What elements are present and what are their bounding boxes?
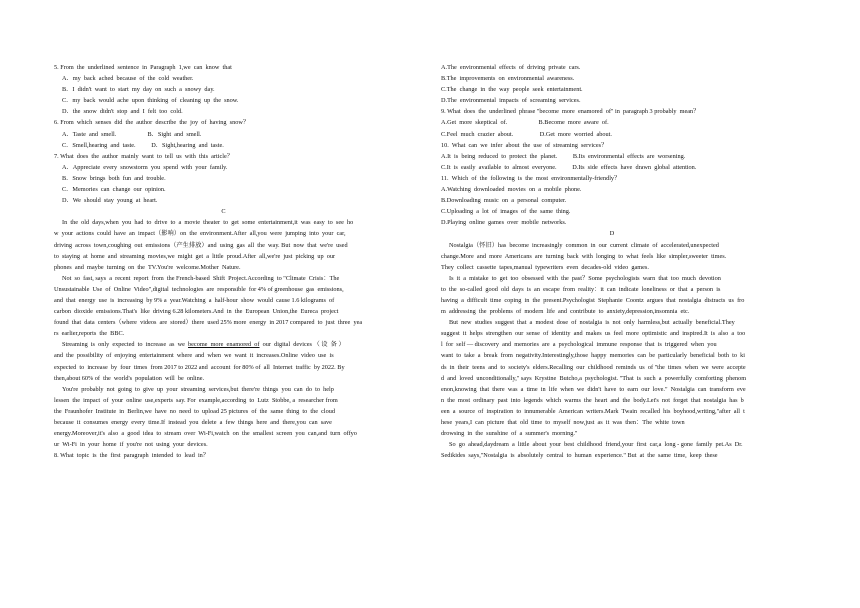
- option-line: C．my back would ache upon thinking of cleaning up the snow.: [62, 97, 239, 105]
- text-line: w your actions could have an impact（影响）on the environment.After all,you were jumping into your car,: [54, 230, 346, 238]
- question-line: 11. Which of the following is the most environmentally-friendly？: [441, 174, 621, 182]
- paragraph-start-line: You're probably not going to give up your streaming services,but there're things you can do to help: [62, 385, 334, 393]
- text-line: the Fraunhofer Institute in Berlin,we have no need to upload 25 pictures of the same thing to the cloud: [54, 407, 336, 415]
- text-line: change.More and more Americans are turning back with longing to what feels like simpler,sweeter times.: [441, 252, 727, 260]
- text-line: een a source of inspiration to innumerable American writers.Mark Twain recalled his boyhood,writing,"after all t: [441, 407, 745, 415]
- text-line: lessen the impact of your online use,experts say. For example,according to Lutz Stobbe, a researcher from: [54, 396, 338, 404]
- underlined-phrase: become more enamored of: [188, 341, 260, 349]
- option-line: D．We should stay young at heart.: [62, 197, 158, 205]
- paragraph-start-line: [54, 339, 393, 350]
- text-line: d and loved unconditionally," says Krystine Butcho,a psychologist. "That is such a powerfully comforting phenom: [441, 374, 747, 382]
- text-line: suggest it helps strengthen our sense of identity and makes us feel more optimistic and inspired.It is also a too: [441, 330, 746, 338]
- question-line: 7. What does the author mainly want to tell us with this article？: [54, 152, 234, 160]
- option-line: C．Memories can change our opinion.: [62, 186, 166, 194]
- option-line: B．I didn't want to start my day on such a snowy day.: [62, 86, 215, 94]
- text-line: expected to increase by four times from 2017 to 2022 and account for 80% of all Internet traffic by 2022. By: [54, 363, 345, 371]
- text-line: They collect cassette tapes,manual typewriters even decades-old video games.: [441, 263, 649, 271]
- text-line: then,about 60% of the world's population will be online.: [54, 374, 205, 382]
- paragraph-start-line: In the old days,when you had to drive to a movie theater to get some entertainment,it was easy to see ho: [62, 219, 354, 227]
- text-line: D.Playing online games over mobile networks.: [441, 219, 567, 227]
- text-line: driving across town,coughing out emissions（产生排放）and using gas all the way. But now that we're used: [54, 241, 348, 249]
- option-line: A．Appreciate every snowstorm you spend with your family.: [62, 163, 228, 171]
- text-line: phones and maybe turning on the TV.You're welcome.Mother Nature.: [54, 263, 241, 271]
- paragraph-start-line: Is it a mistake to get too obsessed with the past？Some psychologists warn that too much devotion: [449, 274, 721, 282]
- text-line: because it consumes energy every time.If instead you delete a few things here and there,you can save: [54, 419, 332, 426]
- text-line: l for self — discovery and memories are a psychological immune response that is triggered when you: [441, 341, 717, 349]
- option-line: D．the snow didn't stop and I felt too cold.: [62, 108, 183, 116]
- question-line: 9. What does the underlined phrase "become more enamored of" in paragraph 3 probably mean？: [441, 108, 700, 116]
- text-line: having a difficult time coping in the present.Psychologist Stephanie Coontz argues that nostalgia distracts us fro: [441, 296, 745, 304]
- text-line: D.The environmental impacts of screaming services.: [441, 97, 581, 105]
- text-line: A.Watching downloaded movies on a mobile phone.: [441, 186, 582, 194]
- option-line: A．Taste and smell. B．Sight and smell.: [62, 130, 202, 138]
- text-line: A.The environmental effects of driving private cars.: [441, 64, 581, 71]
- text-line: enon,knowing that there was a time in life when we didn't have to earn our love." Nostalgia can transform eve: [441, 385, 746, 393]
- left-column: [54, 62, 393, 461]
- text-line: and that energy use is increasing by 9% a year.Watching a half-hour show would cause 1.6 kilograms of: [54, 296, 335, 304]
- paragraph-start-line: But new studies suggest that a modest dose of nostalgia is not only harmless,but actually beneficial.They: [449, 319, 735, 327]
- paragraph-start-line: Not so fast, says a recent report from the French-based Shift Project.According to "Climate Crisis：The: [62, 274, 340, 282]
- right-column: [441, 62, 783, 461]
- text-line: hese years,I can picture that old time to myself now,just as it was then：The white town: [441, 419, 685, 426]
- paragraph-start-line: Nostalgia（怀旧）has become increasingly common in our current climate of accelerated,unexpected: [449, 241, 719, 249]
- question-line: 8. What topic is the first paragraph intended to lead in？: [54, 452, 210, 460]
- text-line: C.The change in the way people seek entertainment.: [441, 86, 583, 94]
- text-line: m addressing the problems of modern life and contribute to anxiety,depression,insomnia etc.: [441, 308, 690, 316]
- option-line: B．Snow brings both fun and trouble.: [62, 174, 166, 182]
- paragraph-start-line: So go ahead,daydream a little about your best childhood friend,your first car,a long - gone family pet.As Dr.: [449, 441, 743, 449]
- text-line: C.Feel much crazier about. D.Get more worried about.: [441, 130, 612, 138]
- text-line: energy.Moreover,it's also a good idea to stream over Wi-Fi,watch on the smallest screen you can,and turn offyo: [54, 430, 357, 438]
- text-segment: our digital devices （ 设 备 ）: [259, 341, 345, 349]
- text-line: Unsustainable Use of Online Video",digital technologies are responsible for 4% of greenhouse gas emissions,: [54, 285, 344, 293]
- text-line: ds in their teens and to society's elders.Recalling our childhood reminds us of "the times when we were accepte: [441, 363, 746, 371]
- text-line: A.Get more skeptical of. B.Become more aware of.: [441, 119, 609, 127]
- text-line: B.The improvements on environmental awareness.: [441, 75, 575, 83]
- question-line: 5. From the underlined sentence in Paragraph 1,we can know that: [54, 64, 232, 71]
- text-line: n the most ordinary past into legends which warms the heart and the body.Let's not forget that nostalgia has b: [441, 396, 744, 404]
- text-line: carbon dioxide emissions.That's like driving 6.28 kilometers.And in the European Union,the Eureca project: [54, 308, 339, 316]
- text-segment: Streaming is only expected to increase as we: [62, 341, 189, 349]
- text-line: and the possibility of enjoying entertainment where and when we want it increases.Online video use is: [54, 352, 334, 360]
- text-line: to staying at home and streaming movies,we might get a little proud.After all,we're just picking up our: [54, 252, 336, 260]
- option-line: A．my back ached because of the cold weather.: [62, 75, 194, 83]
- question-line: 6. From which senses did the author describe the joy of having snow？: [54, 119, 250, 127]
- text-line: B.Downloading music on a personal computer.: [441, 197, 567, 205]
- section-heading: D: [609, 230, 615, 238]
- text-line: C.Uploading a lot of images of the same thing.: [441, 208, 571, 216]
- text-line: A.It is being reduced to protect the planet. B.Its environmental effects are worsening.: [441, 152, 686, 160]
- text-line: ur Wi-Fi in your home if you're not using your devices.: [54, 441, 208, 449]
- text-line: found that data centers（where videos are stored）there used 25% more energy in 2017 compared to just three yea: [54, 319, 363, 327]
- option-line: C．Smell,hearing and taste. D．Sight,hearing and taste.: [62, 141, 224, 149]
- text-line: rs earlier,reports the BBC.: [54, 330, 125, 338]
- question-line: 10. What can we infer about the use of streaming services？: [441, 141, 608, 149]
- section-heading: C: [221, 208, 226, 216]
- text-line: drowsing in the sunshine of a summer's morning.": [441, 430, 578, 438]
- text-line: to the so-called good old days is an escape from reality：it can indicate loneliness or that a person is: [441, 285, 721, 293]
- text-line: want to take a break from negativity.Interestingly,those happy memories can be particularly beneficial both to ki: [441, 352, 745, 360]
- text-line: C.It is easily available to almost everyone. D.Its side effects have drawn global attention.: [441, 163, 697, 171]
- text-line: Sedikides says,"Nostalgia is absolutely central to human experience." But at the same time, keep these: [441, 452, 718, 460]
